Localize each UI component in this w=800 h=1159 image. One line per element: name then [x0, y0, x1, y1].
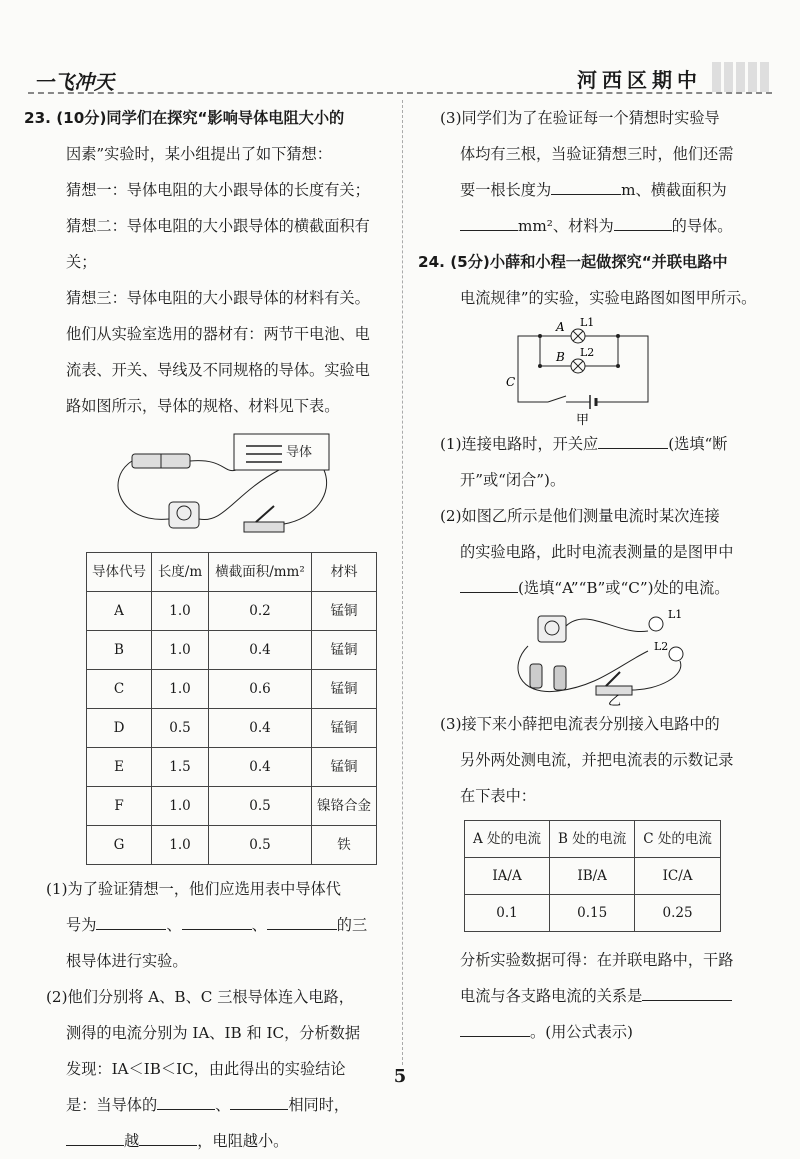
q24-p2-line-3 [418, 570, 788, 606]
q23-line-2: 因素”实验时，某小组提出了如下猜想： [66, 145, 332, 163]
q23-line-7: 流表、开关、导线及不同规格的导体。实验电 [66, 361, 370, 379]
q24-conclusion-line-3 [418, 1014, 788, 1050]
answer-blank[interactable] [460, 574, 518, 593]
q24-number: 24. (5分)小薛和小程一起做探究“并联电路中 [418, 253, 728, 271]
text: 、 [166, 916, 182, 934]
text: mm²、材料为 [518, 217, 614, 235]
table-header: B 处的电流 [550, 821, 635, 858]
q24-circuit-photo-yi [418, 606, 788, 706]
label-a: A [556, 320, 565, 334]
table-cell: 锰铜 [312, 670, 377, 709]
answer-blank[interactable] [551, 176, 621, 195]
q24-circuit-diagram-jia [418, 316, 788, 426]
table-cell: D [87, 709, 152, 748]
table-row [87, 826, 377, 865]
answer-blank[interactable] [230, 1091, 288, 1110]
table-cell: 0.5 [152, 709, 209, 748]
text: 、 [251, 916, 267, 934]
q24-conclusion-line-2 [418, 978, 788, 1014]
table-cell: 0.5 [209, 787, 312, 826]
table-row [465, 895, 721, 932]
text: 要一根长度为 [460, 181, 552, 199]
text: 越 [124, 1132, 140, 1150]
brand-logo: 一飞冲天 [34, 70, 114, 94]
text: 号为 [66, 916, 97, 934]
q23-line-1 [24, 100, 392, 136]
q24-line-1 [418, 244, 788, 280]
q23-p2-line-2: 测得的电流分别为 IA、IB 和 IC，分析数据 [66, 1024, 361, 1042]
answer-blank[interactable] [460, 212, 518, 231]
answer-blank[interactable] [157, 1091, 215, 1110]
answer-blank[interactable] [96, 911, 166, 930]
table-cell: G [87, 826, 152, 865]
q24-p2-line-2: 的实验电路，此时电流表测量的是图甲中 [460, 543, 734, 561]
current-table [464, 820, 721, 932]
q23-p2-line-1: (2)他们分别将 A、B、C 三根导体连入电路， [46, 988, 354, 1006]
table-cell: 锰铜 [312, 631, 377, 670]
q23-circuit-figure [24, 424, 392, 544]
label-l1: L1 [668, 608, 683, 621]
column-divider [402, 100, 403, 1065]
ammeter-icon [538, 616, 566, 642]
table-cell: 0.4 [209, 748, 312, 787]
table-cell: IB/A [550, 858, 635, 895]
table-cell: 0.6 [209, 670, 312, 709]
table-row [87, 709, 377, 748]
table-cell: C [87, 670, 152, 709]
table-cell: E [87, 748, 152, 787]
table-cell: B [87, 631, 152, 670]
q24-p3-line-2: 另外两处测电流，并把电流表的示数记录 [460, 751, 734, 769]
table-cell: 1.5 [152, 748, 209, 787]
q24-p3-line-3: 在下表中： [460, 787, 536, 805]
figure-caption-jia: 甲 [576, 413, 590, 426]
table-row [87, 670, 377, 709]
table-row [87, 592, 377, 631]
q23-guess-3: 猜想三：导体电阻的大小跟导体的材料有关。 [66, 289, 370, 307]
bulb-l2-icon [669, 647, 683, 661]
table-cell: 1.0 [152, 631, 209, 670]
table-cell: 1.0 [152, 592, 209, 631]
q23-part-1 [24, 871, 392, 979]
conductor-label: 导体 [286, 445, 313, 460]
answer-blank[interactable] [66, 1127, 124, 1146]
answer-blank[interactable] [460, 1018, 530, 1037]
text: 相同时， [288, 1096, 350, 1114]
answer-blank[interactable] [267, 911, 337, 930]
table-row [87, 631, 377, 670]
table-row [87, 787, 377, 826]
text: (选填“A”“B”或“C”)处的电流。 [518, 579, 730, 597]
table-header: 导体代号 [87, 553, 152, 592]
label-c: C [506, 375, 516, 389]
q23-p2-line-3: 发现：IA＜IB＜IC，由此得出的实验结论 [66, 1060, 346, 1078]
q23-p3-line-1: (3)同学们为了在验证每一个猜想时实验导 [440, 109, 720, 127]
answer-blank[interactable] [598, 430, 668, 449]
text: 。(用公式表示) [530, 1023, 633, 1041]
q24-p1-line-1 [418, 426, 788, 462]
q23-number: 23. (10分)同学们在探究“影响导体电阻大小的 [24, 109, 345, 127]
switch-icon [244, 522, 284, 532]
table-cell: 1.0 [152, 670, 209, 709]
label-l2: L2 [654, 640, 669, 653]
page-header [28, 60, 772, 100]
q23-p3-line-3 [418, 172, 788, 208]
text: (选填“断 [668, 435, 728, 453]
text: m、横截面积为 [621, 181, 727, 199]
conductor-table [86, 552, 377, 865]
header-divider [28, 92, 772, 94]
table-cell: 0.5 [209, 826, 312, 865]
q23-p1-line-2 [24, 907, 392, 943]
label-l1: L1 [580, 316, 595, 329]
table-header: 长度/m [152, 553, 209, 592]
table-cell: F [87, 787, 152, 826]
exam-title: 河西区期中 [577, 68, 702, 92]
q23-p2-line-4 [24, 1087, 392, 1123]
q24-conclusion-line-1: 分析实验数据可得：在并联电路中，干路 [460, 951, 734, 969]
table-cell: 锰铜 [312, 709, 377, 748]
battery-icon [530, 664, 542, 688]
header-decoration [712, 62, 772, 92]
q24-p1-line-2: 开”或“闭合”)。 [460, 471, 566, 489]
table-cell: 0.1 [465, 895, 550, 932]
table-header: 材料 [312, 553, 377, 592]
answer-blank[interactable] [139, 1127, 197, 1146]
text: 的导体。 [671, 217, 733, 235]
table-cell: 镍铬合金 [312, 787, 377, 826]
table-header-row [87, 553, 377, 592]
q23-p3-line-2: 体均有三根，当验证猜想三时，他们还需 [460, 145, 734, 163]
table-cell: 0.15 [550, 895, 635, 932]
answer-blank[interactable] [182, 911, 252, 930]
table-cell: 0.4 [209, 709, 312, 748]
conductor-box [234, 434, 329, 470]
q23-p1-line-3: 根导体进行实验。 [66, 952, 188, 970]
q24-line-2: 电流规律”的实验，实验电路图如图甲所示。 [460, 289, 757, 307]
table-header: C 处的电流 [635, 821, 721, 858]
q23-line-8: 路如图所示，导体的规格、材料见下表。 [66, 397, 340, 415]
table-header-row [465, 821, 721, 858]
table-cell: 1.0 [152, 787, 209, 826]
q24-p3-line-1: (3)接下来小薛把电流表分别接入电路中的 [440, 715, 720, 733]
text: (1)连接电路时，开关应 [440, 435, 599, 453]
left-column [24, 100, 392, 1159]
label-b: B [556, 350, 565, 364]
table-header: 横截面积/mm² [209, 553, 312, 592]
q23-guess-2: 猜想二：导体电阻的大小跟导体的横截面积有关； [66, 217, 370, 271]
figure-caption-yi: 乙 [608, 694, 622, 706]
q23-p2-line-5 [24, 1123, 392, 1159]
q23-guess-1: 猜想一：导体电阻的大小跟导体的长度有关； [66, 181, 370, 199]
right-column [418, 100, 788, 1050]
table-cell: 1.0 [152, 826, 209, 865]
text: 电流与各支路电流的关系是 [460, 987, 643, 1005]
label-l2: L2 [580, 346, 595, 359]
q23-p3-line-4 [418, 208, 788, 244]
table-cell: A [87, 592, 152, 631]
battery-icon [554, 666, 566, 690]
table-cell: 锰铜 [312, 592, 377, 631]
text: 、 [215, 1096, 231, 1114]
table-cell: 锰铜 [312, 748, 377, 787]
page-number: 5 [393, 1066, 407, 1087]
text: ，电阻越小。 [197, 1132, 289, 1150]
bulb-l1-icon [649, 617, 663, 631]
answer-blank[interactable] [642, 982, 732, 1001]
q24-p2-line-1: (2)如图乙所示是他们测量电流时某次连接 [440, 507, 720, 525]
table-row [465, 858, 721, 895]
table-cell: 0.25 [635, 895, 721, 932]
table-cell: 铁 [312, 826, 377, 865]
q23-p1-line-1: (1)为了验证猜想一，他们应选用表中导体代 [46, 880, 341, 898]
text: 的三 [336, 916, 368, 934]
table-cell: 0.2 [209, 592, 312, 631]
table-row [87, 748, 377, 787]
text: 是：当导体的 [66, 1096, 158, 1114]
table-header: A 处的电流 [465, 821, 550, 858]
table-cell: IC/A [635, 858, 721, 895]
table-cell: 0.4 [209, 631, 312, 670]
q23-line-6: 他们从实验室选用的器材有：两节干电池、电 [66, 325, 370, 343]
table-cell: IA/A [465, 858, 550, 895]
answer-blank[interactable] [614, 212, 672, 231]
